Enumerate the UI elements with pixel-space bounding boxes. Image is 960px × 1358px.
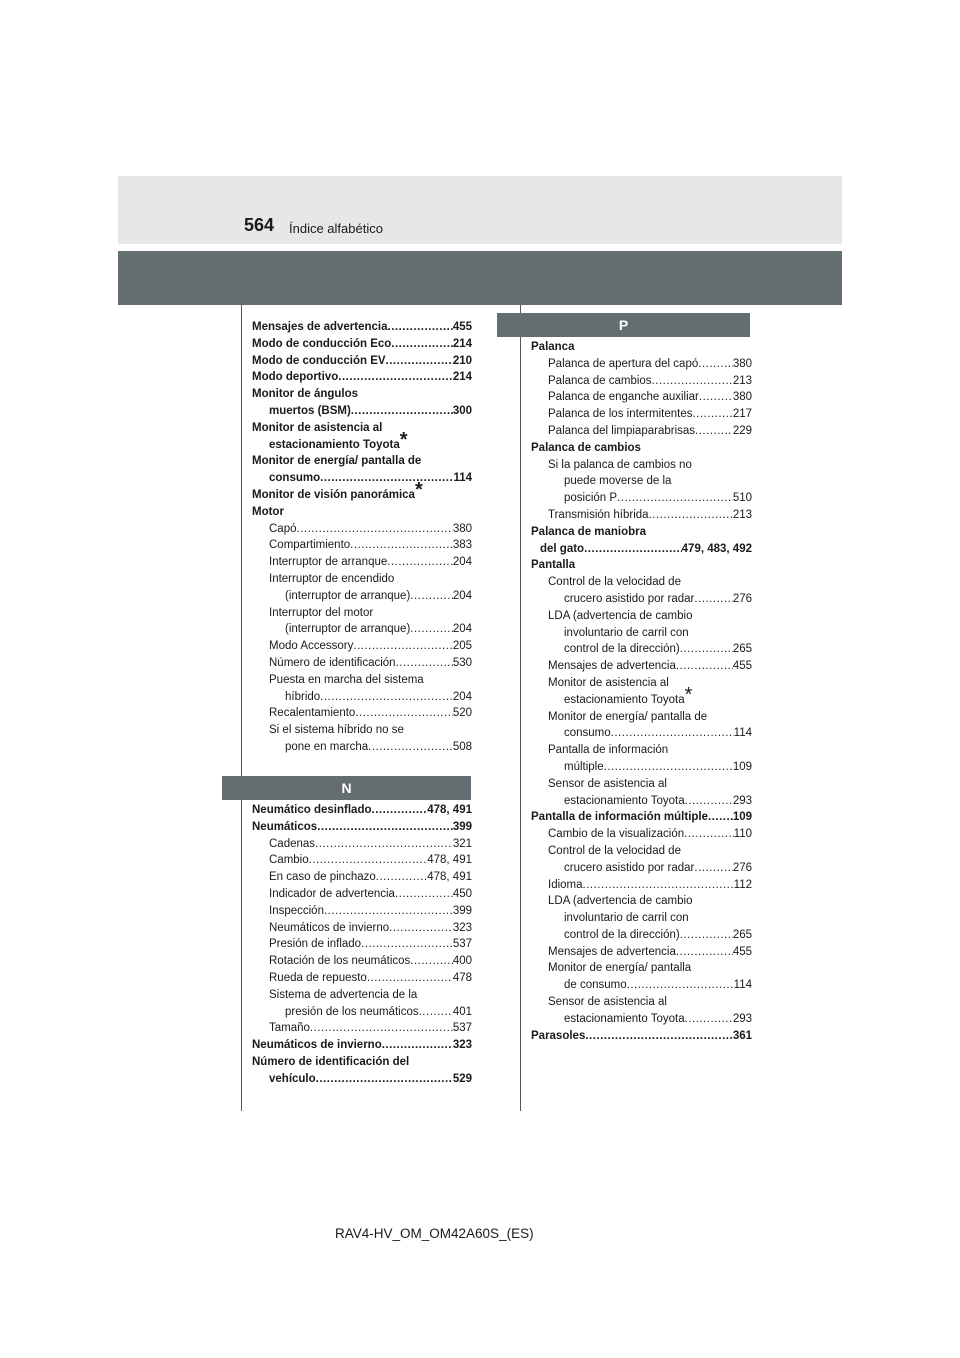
- center-divider: [520, 305, 521, 1111]
- index-subentry: Cadenas ..... 321: [252, 836, 472, 853]
- index-subentry: Rotación de los neumáticos ..... 400: [252, 953, 472, 970]
- index-subentry: Rueda de repuesto ..... 478: [252, 970, 472, 987]
- index-subentry: Control de la velocidad de: [548, 576, 681, 589]
- index-entry: Neumático desinflado ..... 478, 491: [252, 802, 472, 819]
- section-header-p: P: [497, 313, 750, 337]
- index-subentry: Tamaño ..... 537: [252, 1020, 472, 1037]
- index-subentry: Mensajes de advertencia ..... 455: [531, 944, 752, 961]
- index-subentry: Interruptor de arranque ..... 204: [252, 554, 472, 571]
- index-subentry: consumo ..... 114: [531, 725, 752, 742]
- index-subentry: involuntario de carril con: [564, 912, 689, 925]
- index-subentry: control de la dirección) ..... 265: [531, 641, 752, 658]
- index-entry: Monitor de visión panorámica*: [252, 479, 423, 502]
- index-subentry: Sistema de advertencia de la: [269, 988, 418, 1001]
- index-subentry: estacionamiento Toyota ..... 293: [531, 793, 752, 810]
- index-entry: Modo de conducción EV ..... 210: [252, 353, 472, 370]
- index-subentry: LDA (advertencia de cambio: [548, 895, 693, 908]
- index-subentry: híbrido ..... 204: [252, 689, 472, 706]
- index-entry: del gato ..... 479, 483, 492: [531, 541, 752, 558]
- index-subentry: Modo Accessory ..... 205: [252, 638, 472, 655]
- index-subentry: Indicador de advertencia ..... 450: [252, 886, 472, 903]
- index-subentry: Recalentamiento ..... 520: [252, 705, 472, 722]
- index-subentry: (interruptor de arranque) ..... 204: [252, 621, 472, 638]
- index-subentry: Palanca de enganche auxiliar ..... 380: [531, 389, 752, 406]
- page-title: Índice alfabético: [289, 221, 383, 236]
- index-entry: Pantalla de información múltiple ..... 109: [531, 809, 752, 826]
- index-entry: Monitor de ángulos: [252, 388, 359, 401]
- index-entry: Modo deportivo ..... 214: [252, 369, 472, 386]
- index-subentry: presión de los neumáticos ..... 401: [252, 1004, 472, 1021]
- index-subentry: Pantalla de información: [548, 744, 669, 757]
- index-column-right: [531, 339, 752, 1044]
- index-subentry: Cambio ..... 478, 491: [252, 852, 472, 869]
- index-subentry: Si el sistema híbrido no se: [269, 724, 404, 737]
- index-entry: consumo ..... 114: [252, 470, 472, 487]
- section-header-n: N: [222, 776, 471, 800]
- index-subentry: de consumo ..... 114: [531, 977, 752, 994]
- index-subentry: Control de la velocidad de: [548, 844, 681, 857]
- index-subentry: Mensajes de advertencia ..... 455: [531, 658, 752, 675]
- index-entry: Número de identificación del: [252, 1055, 410, 1068]
- index-subentry: estacionamiento Toyota ..... 293: [531, 1011, 752, 1028]
- index-subentry: En caso de pinchazo ..... 478, 491: [252, 869, 472, 886]
- index-subentry: Capó ..... 380: [252, 521, 472, 538]
- index-subentry: (interruptor de arranque) ..... 204: [252, 588, 472, 605]
- index-entry: Neumáticos ..... 399: [252, 819, 472, 836]
- index-subentry: Palanca del limpiaparabrisas ..... 229: [531, 423, 752, 440]
- index-column-left-n: [252, 802, 472, 1088]
- page-number: 564: [244, 215, 275, 235]
- index-subentry: involuntario de carril con: [564, 626, 689, 639]
- header-dark-band: [118, 251, 842, 305]
- index-subentry: Sensor de asistencia al: [548, 996, 667, 1009]
- index-subentry: Idioma ..... 112: [531, 877, 752, 894]
- index-entry: Motor: [252, 505, 284, 518]
- index-subentry: estacionamiento Toyota*: [564, 683, 693, 706]
- index-subentry: Palanca de cambios ..... 213: [531, 373, 752, 390]
- index-entry: Monitor de energía/ pantalla de: [252, 455, 422, 468]
- index-subentry: Transmisión híbrida ..... 213: [531, 507, 752, 524]
- index-subentry: Cambio de la visualización ..... 110: [531, 826, 752, 843]
- header-top-band: [118, 176, 842, 244]
- index-subentry: Número de identificación ..... 530: [252, 655, 472, 672]
- index-subentry: Monitor de asistencia al: [548, 676, 669, 689]
- index-subentry: Si la palanca de cambios no: [548, 458, 692, 471]
- index-subentry: Palanca de apertura del capó ..... 380: [531, 356, 752, 373]
- index-column-left: [252, 319, 472, 756]
- index-subentry: Palanca de los intermitentes ..... 217: [531, 406, 752, 423]
- index-entry: Pantalla: [531, 559, 576, 572]
- index-subentry: Neumáticos de invierno ..... 323: [252, 920, 472, 937]
- index-subentry: Interruptor del motor: [269, 606, 374, 619]
- index-entry: Monitor de asistencia al: [252, 421, 383, 434]
- index-entry: Palanca de maniobra: [531, 525, 647, 538]
- index-subentry: Monitor de energía/ pantalla: [548, 962, 692, 975]
- index-subentry: crucero asistido por radar ..... 276: [531, 860, 752, 877]
- index-entry: estacionamiento Toyota*: [269, 428, 408, 451]
- index-entry: vehículo ..... 529: [252, 1071, 472, 1088]
- index-entry: muertos (BSM) ..... 300: [252, 403, 472, 420]
- asterisk-mark: *: [399, 428, 408, 451]
- index-subentry: control de la dirección) ..... 265: [531, 927, 752, 944]
- index-subentry: posición P ..... 510: [531, 490, 752, 507]
- index-entry: Palanca: [531, 341, 575, 353]
- asterisk-mark: *: [414, 479, 423, 502]
- index-subentry: Presión de inflado ..... 537: [252, 936, 472, 953]
- index-entry: Parasoles ..... 361: [531, 1028, 752, 1045]
- index-subentry: pone en marcha ..... 508: [252, 739, 472, 756]
- index-subentry: Interruptor de encendido: [269, 572, 395, 585]
- left-divider: [241, 305, 242, 1111]
- index-subentry: Compartimiento ..... 383: [252, 537, 472, 554]
- index-subentry: Inspección ..... 399: [252, 903, 472, 920]
- index-subentry: puede moverse de la: [564, 475, 672, 488]
- asterisk-mark: *: [684, 683, 693, 706]
- footer-code: RAV4-HV_OM_OM42A60S_(ES): [335, 1226, 534, 1241]
- index-entry: Modo de conducción Eco ..... 214: [252, 336, 472, 353]
- index-subentry: múltiple ..... 109: [531, 759, 752, 776]
- index-subentry: Monitor de energía/ pantalla de: [548, 710, 708, 723]
- index-entry: Neumáticos de invierno ..... 323: [252, 1037, 472, 1054]
- index-subentry: crucero asistido por radar ..... 276: [531, 591, 752, 608]
- index-subentry: Sensor de asistencia al: [548, 777, 667, 790]
- index-entry: Palanca de cambios: [531, 441, 641, 454]
- index-entry: Mensajes de advertencia ..... 455: [252, 319, 472, 336]
- index-subentry: LDA (advertencia de cambio: [548, 609, 693, 622]
- index-subentry: Puesta en marcha del sistema: [269, 673, 424, 686]
